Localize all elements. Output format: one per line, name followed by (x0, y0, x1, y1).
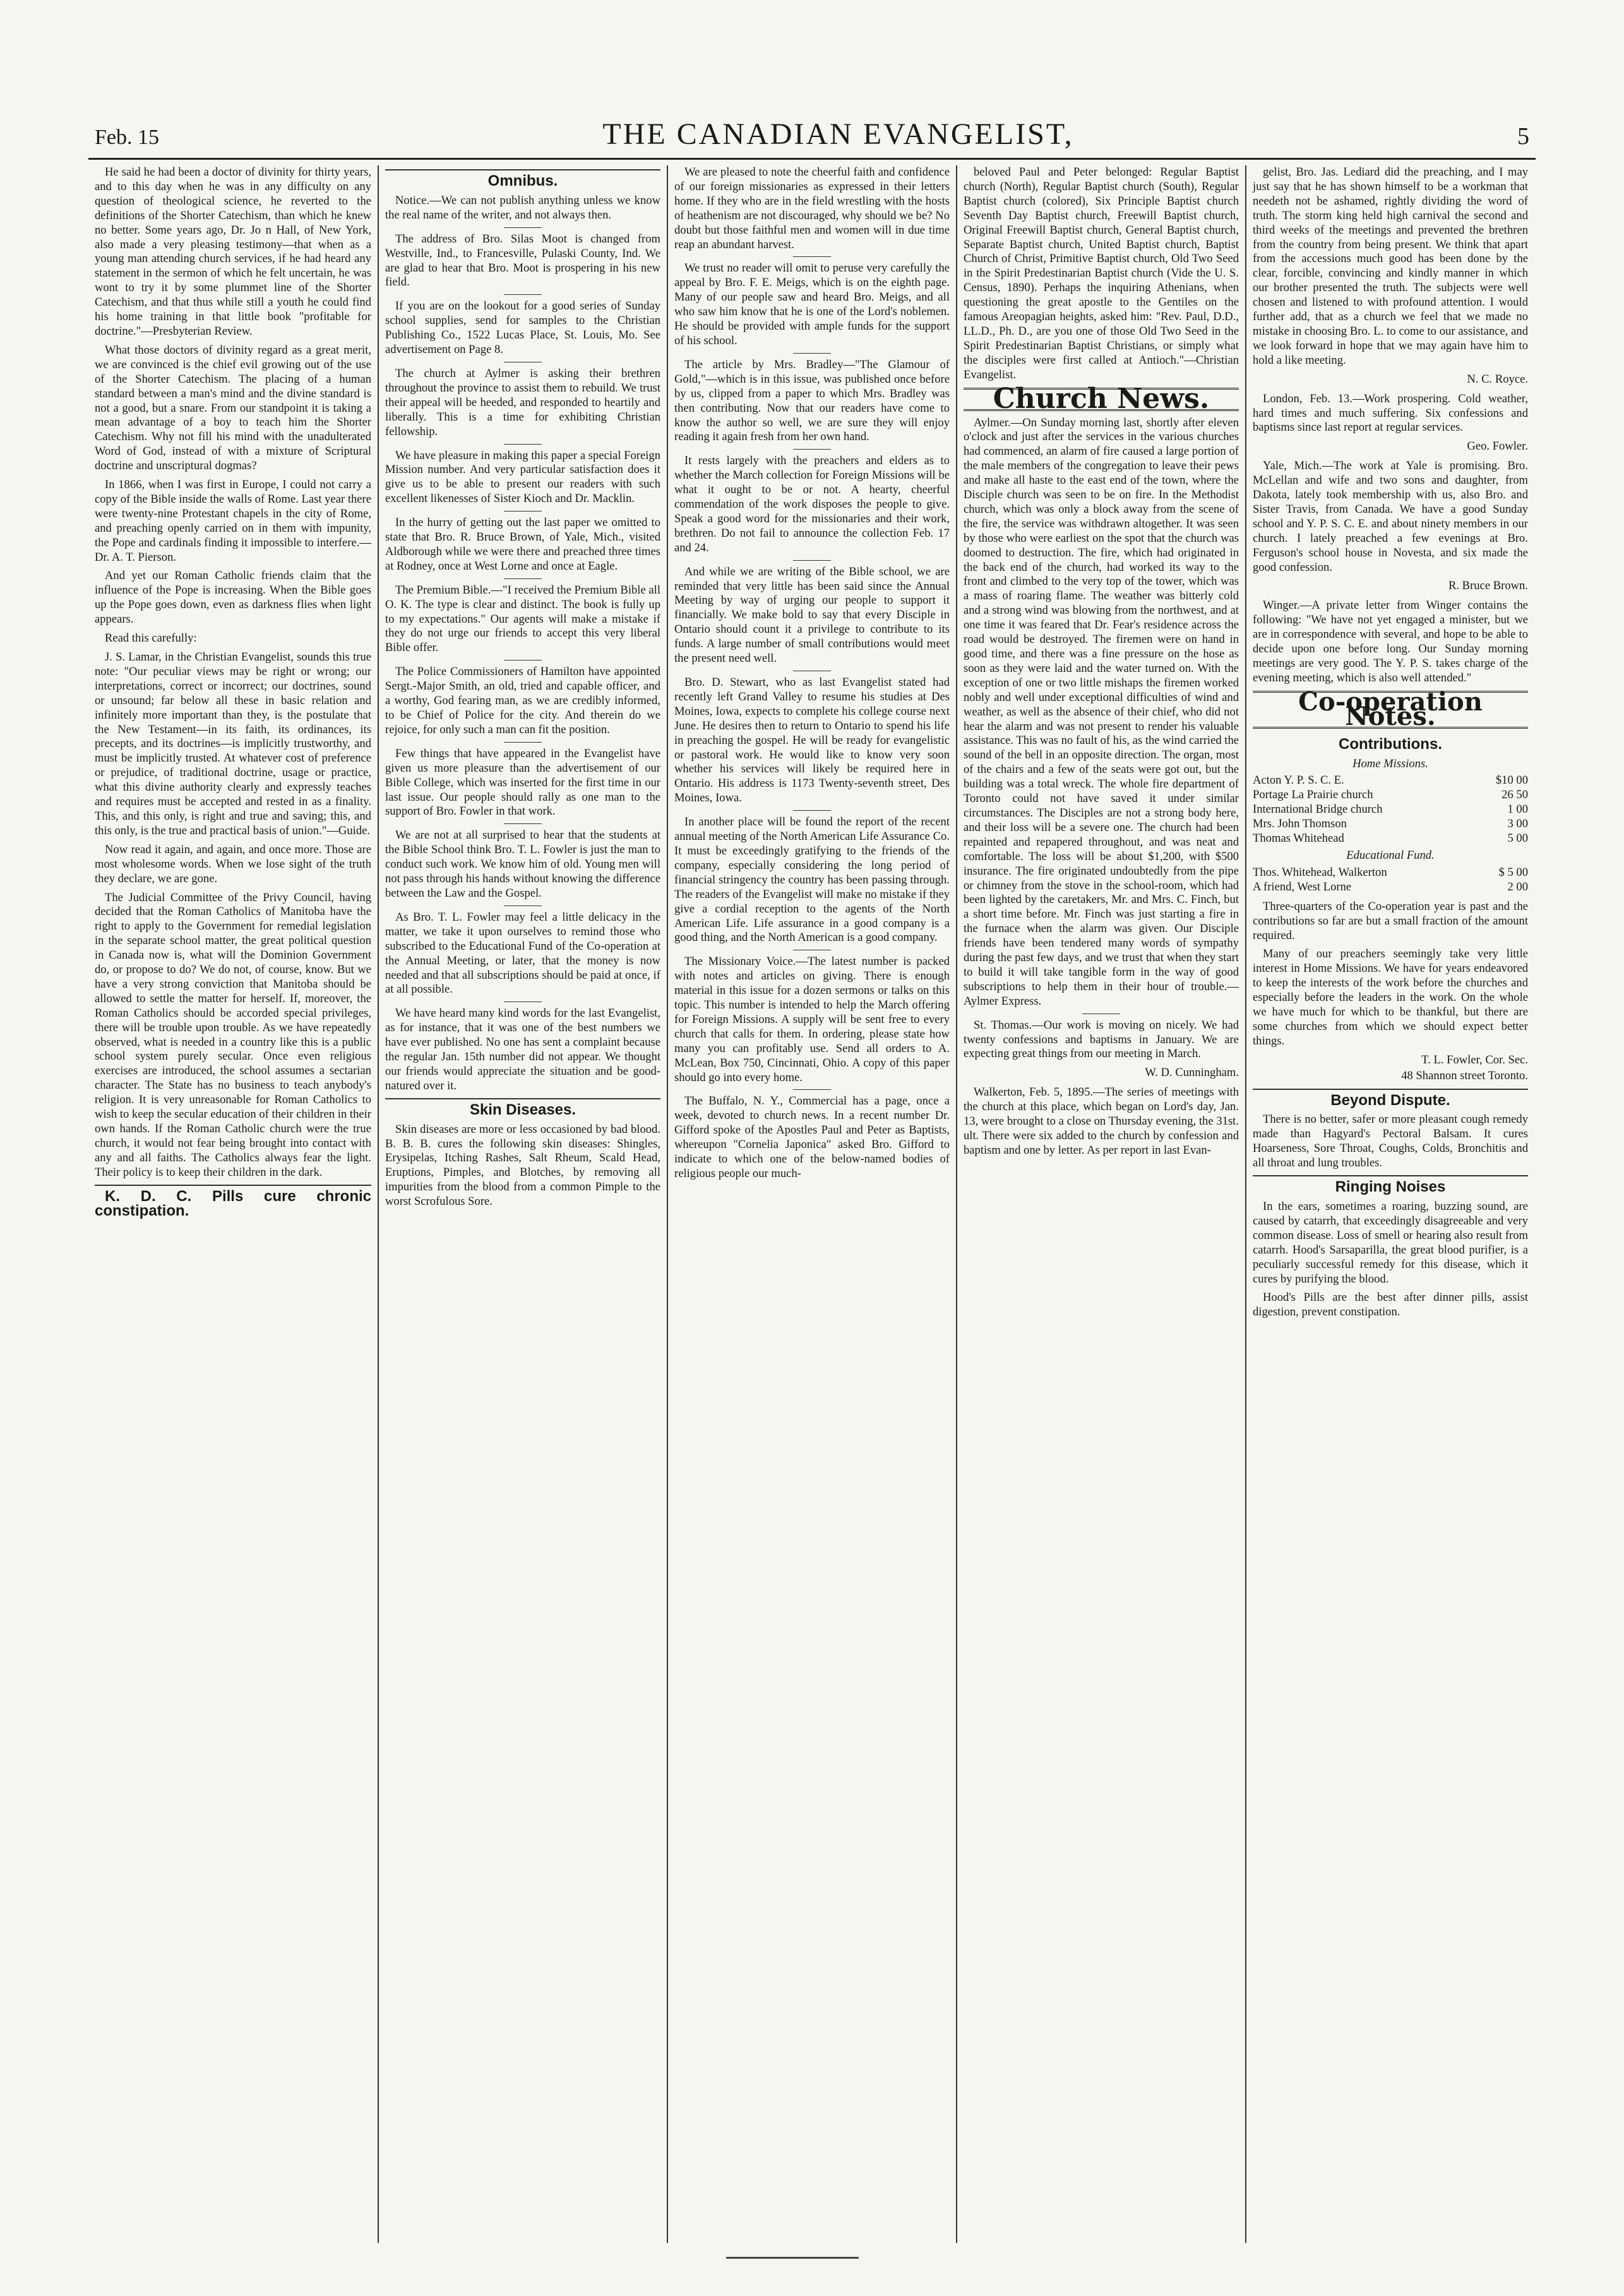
article-paragraph: We are not at all surprised to hear that the students at the Bible School think Bro. T. L. Fowler is just the man to conduct such work. We know him of old. Young men will not pass through his hands without knowing the difference between the Law and the Gospel. (385, 828, 660, 900)
separator (504, 742, 542, 743)
signature-address: 48 Shannon street Toronto. (1401, 1068, 1528, 1082)
column-1 (88, 165, 378, 2243)
contribution-row: A friend, West Lorne 2 00 (1253, 880, 1528, 894)
column-2 (378, 165, 667, 2243)
article-paragraph: As Bro. T. L. Fowler may feel a little delicacy in the matter, we take it upon ourselves to remind those who subscribed to the Educational Fund of the Co-operation at the Annual Meeting, or later, that the money is now needed and that all subscriptions should be paid at once, if at all possible. (385, 910, 660, 996)
article-paragraph: What those doctors of divinity regard as a great merit, we are convinced is the chief evil growing out of the use of the Shorter Catechism. The placing of a human standard between a man's mind and the divine standard is not a good, but a snare. From our standpoint it is taking a mean advantage of a boy to teach him the Shorter Catechism. Why not fill his mind with the unadulterated Word of God, instead of with a mixture of Scriptural doctrine and unscriptural dogmas? (95, 343, 371, 473)
article-paragraph: beloved Paul and Peter belonged: Regular Baptist church (North), Regular Baptist church (South), Regular Baptist church (colored), Six Principle Baptist church Seventh Day Baptist church, Freewill Baptist church, Original Freewill Baptist church, General Baptist church, Separate Baptist church, United Baptist church, Baptist Church of Christ, Primitive Baptist church, Old Two Seed in the Spirit Predestinarian Baptist church (Vide the U. S. Census, 1890). Perhaps the inquiring Athenians, when questioning the great apostle to the Gentiles on the famous Areopagian heights, asked him: "Rev. Paul, D.D., LL.D., Ph. D., are you one of those Old Two Seed in the Spirit Predestinarian Baptist Christians, or simply what the disciples were first called at Antioch."—Christian Evangelist. (964, 165, 1239, 381)
columns (88, 165, 1534, 2243)
article-paragraph: Read this carefully: (105, 631, 197, 645)
separator (793, 449, 831, 450)
contribution-row: Acton Y. P. S. C. E. $10 00 (1253, 774, 1528, 787)
yale-report: Yale, Mich.—The work at Yale is promising. Bro. McLellan and wife and two sons and daughter, from Dakota, lately took membership with us, also Bro. and Sister Travis, from Canada. We have a good Sunday school and Y. P. S. C. E. and about ninety members in our church. I lately preached a few evenings at Bro. Ferguson's school house in Novesta, and six made the good confession. (1253, 459, 1528, 574)
article-paragraph: In the hurry of getting out the last paper we omitted to state that Bro. R. Bruce Brown, of Yale, Mich., visited Aldborough while we were there and preached three times at Rodney, once at West Lorne and once at Eagle. (385, 516, 660, 573)
separator (504, 578, 542, 579)
signature: N. C. Royce. (1467, 372, 1528, 386)
coop-paragraph: Three-quarters of the Co-operation year is past and the contributions so far are but a small fraction of the amount required. (1253, 899, 1528, 942)
article-paragraph: And while we are writing of the Bible school, we are reminded that very little has been said since the Annual Meeting by way of urging our people to support it financially. We make bold to say that every Disciple in Ontario should count it a privilege to contribute to its funds. A large number of small contributions would meet the present need well. (674, 565, 950, 666)
article-paragraph: The article by Mrs. Bradley—"The Glamour of Gold,"—which is in this issue, was published once before by us, clipped from a paper to which Mrs. Bradley was then contributing. Now that our readers have come to know the author so well, we are sure they will enjoy reading it again fresh from her own hand. (674, 357, 950, 444)
skin-diseases-heading: Skin Diseases. (385, 1098, 660, 1118)
article-paragraph: Notice.—We can not publish anything unless we know the real name of the writer, and not always then. (385, 193, 660, 222)
separator (1082, 1013, 1120, 1014)
bottom-rule (726, 2248, 859, 2259)
ringing-noises-text: Hood's Pills are the best after dinner pills, assist digestion, prevent constipation. (1253, 1291, 1528, 1319)
omnibus-heading: Omnibus. (385, 169, 660, 189)
beyond-dispute-heading: Beyond Dispute. (1253, 1089, 1528, 1108)
article-paragraph: Now read it again, and again, and once more. Those are most wholesome words. When we lose sight of the truth they declare, we are gone. (95, 842, 371, 885)
signature: T. L. Fowler, Cor. Sec. (1421, 1053, 1528, 1067)
masthead (95, 117, 1529, 156)
separator (504, 660, 542, 661)
separator (793, 256, 831, 257)
column-3 (667, 165, 956, 2243)
separator (504, 227, 542, 228)
ringing-noises-text: In the ears, sometimes a roaring, buzzing sound, are caused by catarrh, that exceedingly disagreeable and very common disease. Loss of smell or hearing also result from catarrh. Hood's Sarsaparilla, the great blood purifier, is a peculiarly successful remedy for this disease, which it cures by purifying the blood. (1253, 1200, 1528, 1286)
contribution-row: Mrs. John Thomson 3 00 (1253, 817, 1528, 831)
article-paragraph: J. S. Lamar, in the Christian Evangelist, sounds this true note: "Our peculiar views may be right or wrong; our interpretations, correct or incorrect; our doctrines, sound or unsound; far below all these in basic relation and infinitely more important than they, is the postulate that the New Testament—in its faith, its ordinances, its precepts, and its doctrines—is implicitly trustworthy, and must be implicitly trusted. At whatever cost of preference or prejudice, of traditional doctrine, usage or practice, what this divine authority clearly and expressly teaches and requires must be accepted and rested in as a finality. This, and this only, is right and true and saving; this, and this only, is the true and practical basis of union."—Guide. (95, 650, 371, 837)
separator (504, 444, 542, 445)
home-missions-subheading: Home Missions. (1352, 756, 1428, 770)
article-paragraph: We trust no reader will omit to peruse very carefully the appeal by Bro. F. E. Meigs, which is on the eighth page. Many of our people saw and heard Bro. Meigs, and all who saw him know that he is one of the Lord's noblemen. He should be provided with ample funds for the support of his school. (674, 261, 950, 347)
article-paragraph: Bro. D. Stewart, who as last Evangelist stated had recently left Grand Valley to resume his studies at Des Moines, Iowa, expects to complete his college course next June. He desires then to return to Ontario to spend his life in preaching the gospel. He will be ready for evangelistic or pastoral work. He would like to know very soon whether his services will likely be required here in Ontario. His address is 1173 Twenty-seventh street, Des Moines, Iowa. (674, 676, 950, 805)
article-paragraph: He said he had been a doctor of divinity for thirty years, and to this day when he was in any difficulty on any question of theological science, he reverted to the definitions of the Shorter Catechism, than which he knew no better. Some years ago, Dr. Jo n Hall, of New York, also made a very pleasing testimony—that when as a young man attending church services, if he had heard any statement in the sermon of which he felt uncertain, he was wont to try it by some plummet line of the Shorter Catechism, and that thus while still a youth he could find his home training in that little book "profitable for doctrine."—Presbyterian Review. (95, 165, 371, 338)
contribution-row: International Bridge church 1 00 (1253, 803, 1528, 816)
paper-title: THE CANADIAN EVANGELIST, (602, 117, 1074, 151)
article-paragraph: The Premium Bible.—"I received the Premium Bible all O. K. The type is clear and distinct. The book is fully up to my expectations." Our agents will make a mistake if they do not urge our friends to accept this very liberal Bible offer. (385, 583, 660, 655)
article-paragraph: We have pleasure in making this paper a special Foreign Mission number. And very particular satisfaction does it give us to be able to present our readers with such excellent likenesses of Sister Kioch and Dr. Macklin. (385, 448, 660, 506)
separator (793, 560, 831, 561)
article-paragraph: In 1866, when I was first in Europe, I could not carry a copy of the Bible inside the walls of Rome. Last year there were twenty-nine Protestant chapels in the city of Rome, and preaching openly carried on in them with impunity, the Pope and cardinals finding it impossible to interfere.—Dr. A. T. Pierson. (95, 478, 371, 564)
contributions-heading: Contributions. (1339, 735, 1442, 753)
separator (793, 353, 831, 354)
winger-report: Winger.—A private letter from Winger contains the following: "We have not yet engaged a minister, but we are in correspondence with several, and hope to be able to decide upon one before long. Our Sunday morning meetings are very good. The Y. P. S. takes charge of the evening meeting, which is also well attended." (1253, 599, 1528, 685)
article-paragraph: The Buffalo, N. Y., Commercial has a page, once a week, devoted to church news. In a recent number Dr. Gifford spoke of the Apostles Paul and Peter as Baptists, whereupon "Cornelia Japonica" asked Bro. Gifford to indicate to which one of the below-named bodies of religious people our much- (674, 1094, 950, 1180)
article-paragraph: Few things that have appeared in the Evangelist have given us more pleasure than the advertisement of our Bible College, which was inserted for the first time in our last issue. Our people should rally as one man to the support of Bro. Fowler in that work. (385, 746, 660, 818)
ringing-noises-heading: Ringing Noises (1253, 1175, 1528, 1195)
contribution-row: Portage La Prairie church 26 50 (1253, 788, 1528, 802)
article-paragraph: And yet our Roman Catholic friends claim that the influence of the Pope is increasing. When the Bible goes up the Pope goes down, even as darkness flies when light appears. (95, 569, 371, 626)
london-report: London, Feb. 13.—Work prospering. Cold weather, hard times and much suffering. Six confessions and baptisms since last report at regular services. (1253, 392, 1528, 434)
article-paragraph: In another place will be found the report of the recent annual meeting of the North American Life Assurance Co. It must be exceedingly gratifying to the friends of the company, especially considering the long period of financial stringency the country has been passing through. The readers of the Evangelist will make no mistake if they give a cordial reception to the agents of the North American Life. Life assurance in a good company is a good thing, and the North American is a good company. (674, 815, 950, 945)
contribution-row: Thos. Whitehead, Walkerton $ 5 00 (1253, 865, 1528, 879)
kdc-advertisement: K. D. C. Pills cure chronic constipation. (95, 1185, 371, 1219)
signature: W. D. Cunningham. (1145, 1066, 1239, 1080)
article-paragraph: It rests largely with the preachers and elders as to whether the March collection for Foreign Missions will be what it ought to be or not. A hearty, cheerful commendation of the work disposes the people to give. Speak a good word for the missionaries and their work, brethren. Do not fail to announce the collection Feb. 17 and 24. (674, 454, 950, 554)
article-paragraph: gelist, Bro. Jas. Lediard did the preaching, and I may just say that he has shown himself to be a workman that needeth not be ashamed, rightly dividing the word of truth. The storm king held high carnival the second and third weeks of the meetings and prevented the brethren from the country from being present. We think that apart from the accessions much good has been done by the clear, forcible, convincing and kindly manner in which our brother presented the truth. The subjects were well chosen and listened to with profound attention. I would further add, that as a church we feel that we made no mistake in choosing Bro. L. to come to our assistance, and we look forward in hope that we may again have him to hold a like meeting. (1253, 165, 1528, 367)
article-paragraph: The Police Commissioners of Hamilton have appointed Sergt.-Major Smith, an old, tried and capable officer, and a worthy, God fearing man, as we are credibly informed, to be Chief of Police for the city. And therein do we rejoice, for only such a man can fit the position. (385, 665, 660, 736)
article-paragraph: We have heard many kind words for the last Evangelist, as for instance, that it was one of the best numbers we have ever published. No one has sent a complaint because the regular Jan. 15th number did not appear. We thought our friends would appreciate the situation and be good-natured over it. (385, 1007, 660, 1092)
educational-fund-subheading: Educational Fund. (1346, 848, 1435, 862)
issue-date: Feb. 15 (95, 126, 159, 149)
separator (793, 810, 831, 811)
signature: Geo. Fowler. (1467, 439, 1528, 453)
skin-diseases-text: Skin diseases are more or less occasioned by bad blood. B. B. B. cures the following skin diseases: Shingles, Erysipelas, Itching Rashes, Salt Rheum, Scald Head, Eruptions, Pimples, and Blotches, by removing all impurities from the blood from a common Pimple to the worst Scrofulous Sore. (385, 1122, 660, 1209)
masthead-rule (88, 158, 1536, 160)
st-thomas-report: St. Thomas.—Our work is moving on nicely. We had twenty confessions and baptisms in January. We are expecting great things from our meeting in March. (964, 1018, 1239, 1061)
article-paragraph: The Missionary Voice.—The latest number is packed with notes and articles on giving. There is enough material in this issue for a dozen sermons or talks on this topic. This number is intended to help the March offering for Foreign Missions. A supply will be sent free to every church that calls for them. In ordering, please state how many you can profitably use. Send all orders to A. McLean, Box 750, Cincinnati, Ohio. A copy of this paper should go into every home. (674, 955, 950, 1084)
article-paragraph: The address of Bro. Silas Moot is changed from Westville, Ind., to Francesville, Pulaski County, Ind. We are glad to hear that Bro. Moot is prospering in his new field. (385, 232, 660, 289)
article-paragraph: The church at Aylmer is asking their brethren throughout the province to assist them to rebuild. We trust their appeal will be heeded, and responded to heartily and liberally. This is a time for exhibiting Christian fellowship. (385, 366, 660, 438)
co-operation-notes-heading: Co-operation Notes. (1253, 691, 1528, 729)
column-5 (1245, 165, 1534, 2243)
separator (504, 823, 542, 824)
article-paragraph: If you are on the lookout for a good series of Sunday school supplies, send for samples to the Christian Publishing Co., 1522 Lucas Place, St. Louis, Mo. See advertisement on Page 8. (385, 299, 660, 357)
article-paragraph: We are pleased to note the cheerful faith and confidence of our foreign missionaries as expressed in their letters home. If they who are in the field wrestling with the hosts of heathenism are not discouraged, why should we be? No doubt but those faithful men and women will in due time reap an abundant harvest. (674, 165, 950, 251)
separator (793, 1089, 831, 1090)
beyond-dispute-text: There is no better, safer or more pleasant cough remedy made than Hagyard's Pectoral Balsam. It cures Hoarseness, Sore Throat, Coughs, Colds, Bronchitis and all throat and lung troubles. (1253, 1113, 1528, 1170)
church-news-heading: Church News. (964, 388, 1239, 411)
coop-paragraph: Many of our preachers seemingly take very little interest in Home Missions. We have for years endeavored to keep the interests of the work before the churches and especially before the leaders in the work. On the whole we have much for which to be thankful, but there are some churches from which we should expect better things. (1253, 947, 1528, 1048)
article-paragraph: The Judicial Committee of the Privy Council, having decided that the Roman Catholics of Manitoba have the right to apply to the Government for remedial legislation in the separate school matter, the great political question in Canada now is, what will the Dominion Government do, or propose to do? We do not, of course, know. But we have a very strong conviction that Manitoba should be allowed to settle the matter for herself. If, moreover, the Roman Catholics should be accorded special privileges, there will be trouble upon trouble. As we have repeatedly observed, what is needed in a country like this is a public school system purely secular. Once even religious exercises are introduced, the school assumes a sectarian character. The State has no business to teach anybody's religion. It is very unreasonable for Roman Catholics to wish to keep the secular education of their children in their own hands. If the Roman Catholic church were the true church, it would not fear being brought into contact with any and all faiths. The Catholics always fear the light. Their policy is to keep their children in the dark. (95, 890, 371, 1179)
contribution-row: Thomas Whitehead 5 00 (1253, 832, 1528, 846)
page-number: 5 (1517, 123, 1529, 150)
column-4 (956, 165, 1245, 2243)
separator (504, 294, 542, 295)
signature: R. Bruce Brown. (1448, 579, 1528, 593)
walkerton-report: Walkerton, Feb. 5, 1895.—The series of meetings with the church at this place, which began on Lord's day, Jan. 13, were brought to a close on Thursday evening, the 31st. ult. There were six added to the church by confession and baptism and one by letter. As per report in last Evan- (964, 1085, 1239, 1157)
aylmer-report: Aylmer.—On Sunday morning last, shortly after eleven o'clock and just after the services in the various churches had commenced, an alarm of fire caused a large portion of the male members of the congregation to leave their pews and make all haste to the east end of the town, where the Disciple church was seen to be on fire. In the Methodist church, which was only a block away from the scene of the fire, the service was withdrawn altogether. It was seen by those who were earliest on the spot that the church was doomed to destruction. The fire, which had originated in the back end of the church, had worked its way to the front and climbed to the very top of the tower, which was a mass of roaring flame. The weather was bitterly cold and a strong wind was blowing from the northwest, and at one time it was feared that Dr. Fear's residence across the road would be destroyed. The firemen were on hand in good time, and there was a fine pressure on the hose as soon as they were laid and the water turned on. With the exception of one or two little mishaps the firemen worked nobly and well under exceptional difficulties of wind and weather, as well as the absence of their chief, who did not hear the alarm and was not present to render his valuable assistance. This was no fault of his, as the wind carried the sound of the bell in an opposite direction. The organ, most of the chairs and a few of the seats were got out, but the building was a total wreck. The whole fire department of Toronto could not have saved it under similar circumstances. The Disciples are not a strong body here, and their loss will be a severe one. The church had been repainted and repapered throughout, and was neat and comfortable. The loss will be about $1,200, with $500 insurance. The fire originated undoubtedly from the pipe or chimney from the stove in the school-room, which had been lighted by the caretakers, Mr. and Mrs. C. Finch, but a short time before. Mr. Finch was just starting a fire in the furnace when the alarm was given. Our Disciple friends have been tendered many words of sympathy during the past few days, and we trust that when they start to build it will take tangible form in the way of good subscriptions to help them in their hour of trouble.—Aylmer Express. (964, 416, 1239, 1008)
